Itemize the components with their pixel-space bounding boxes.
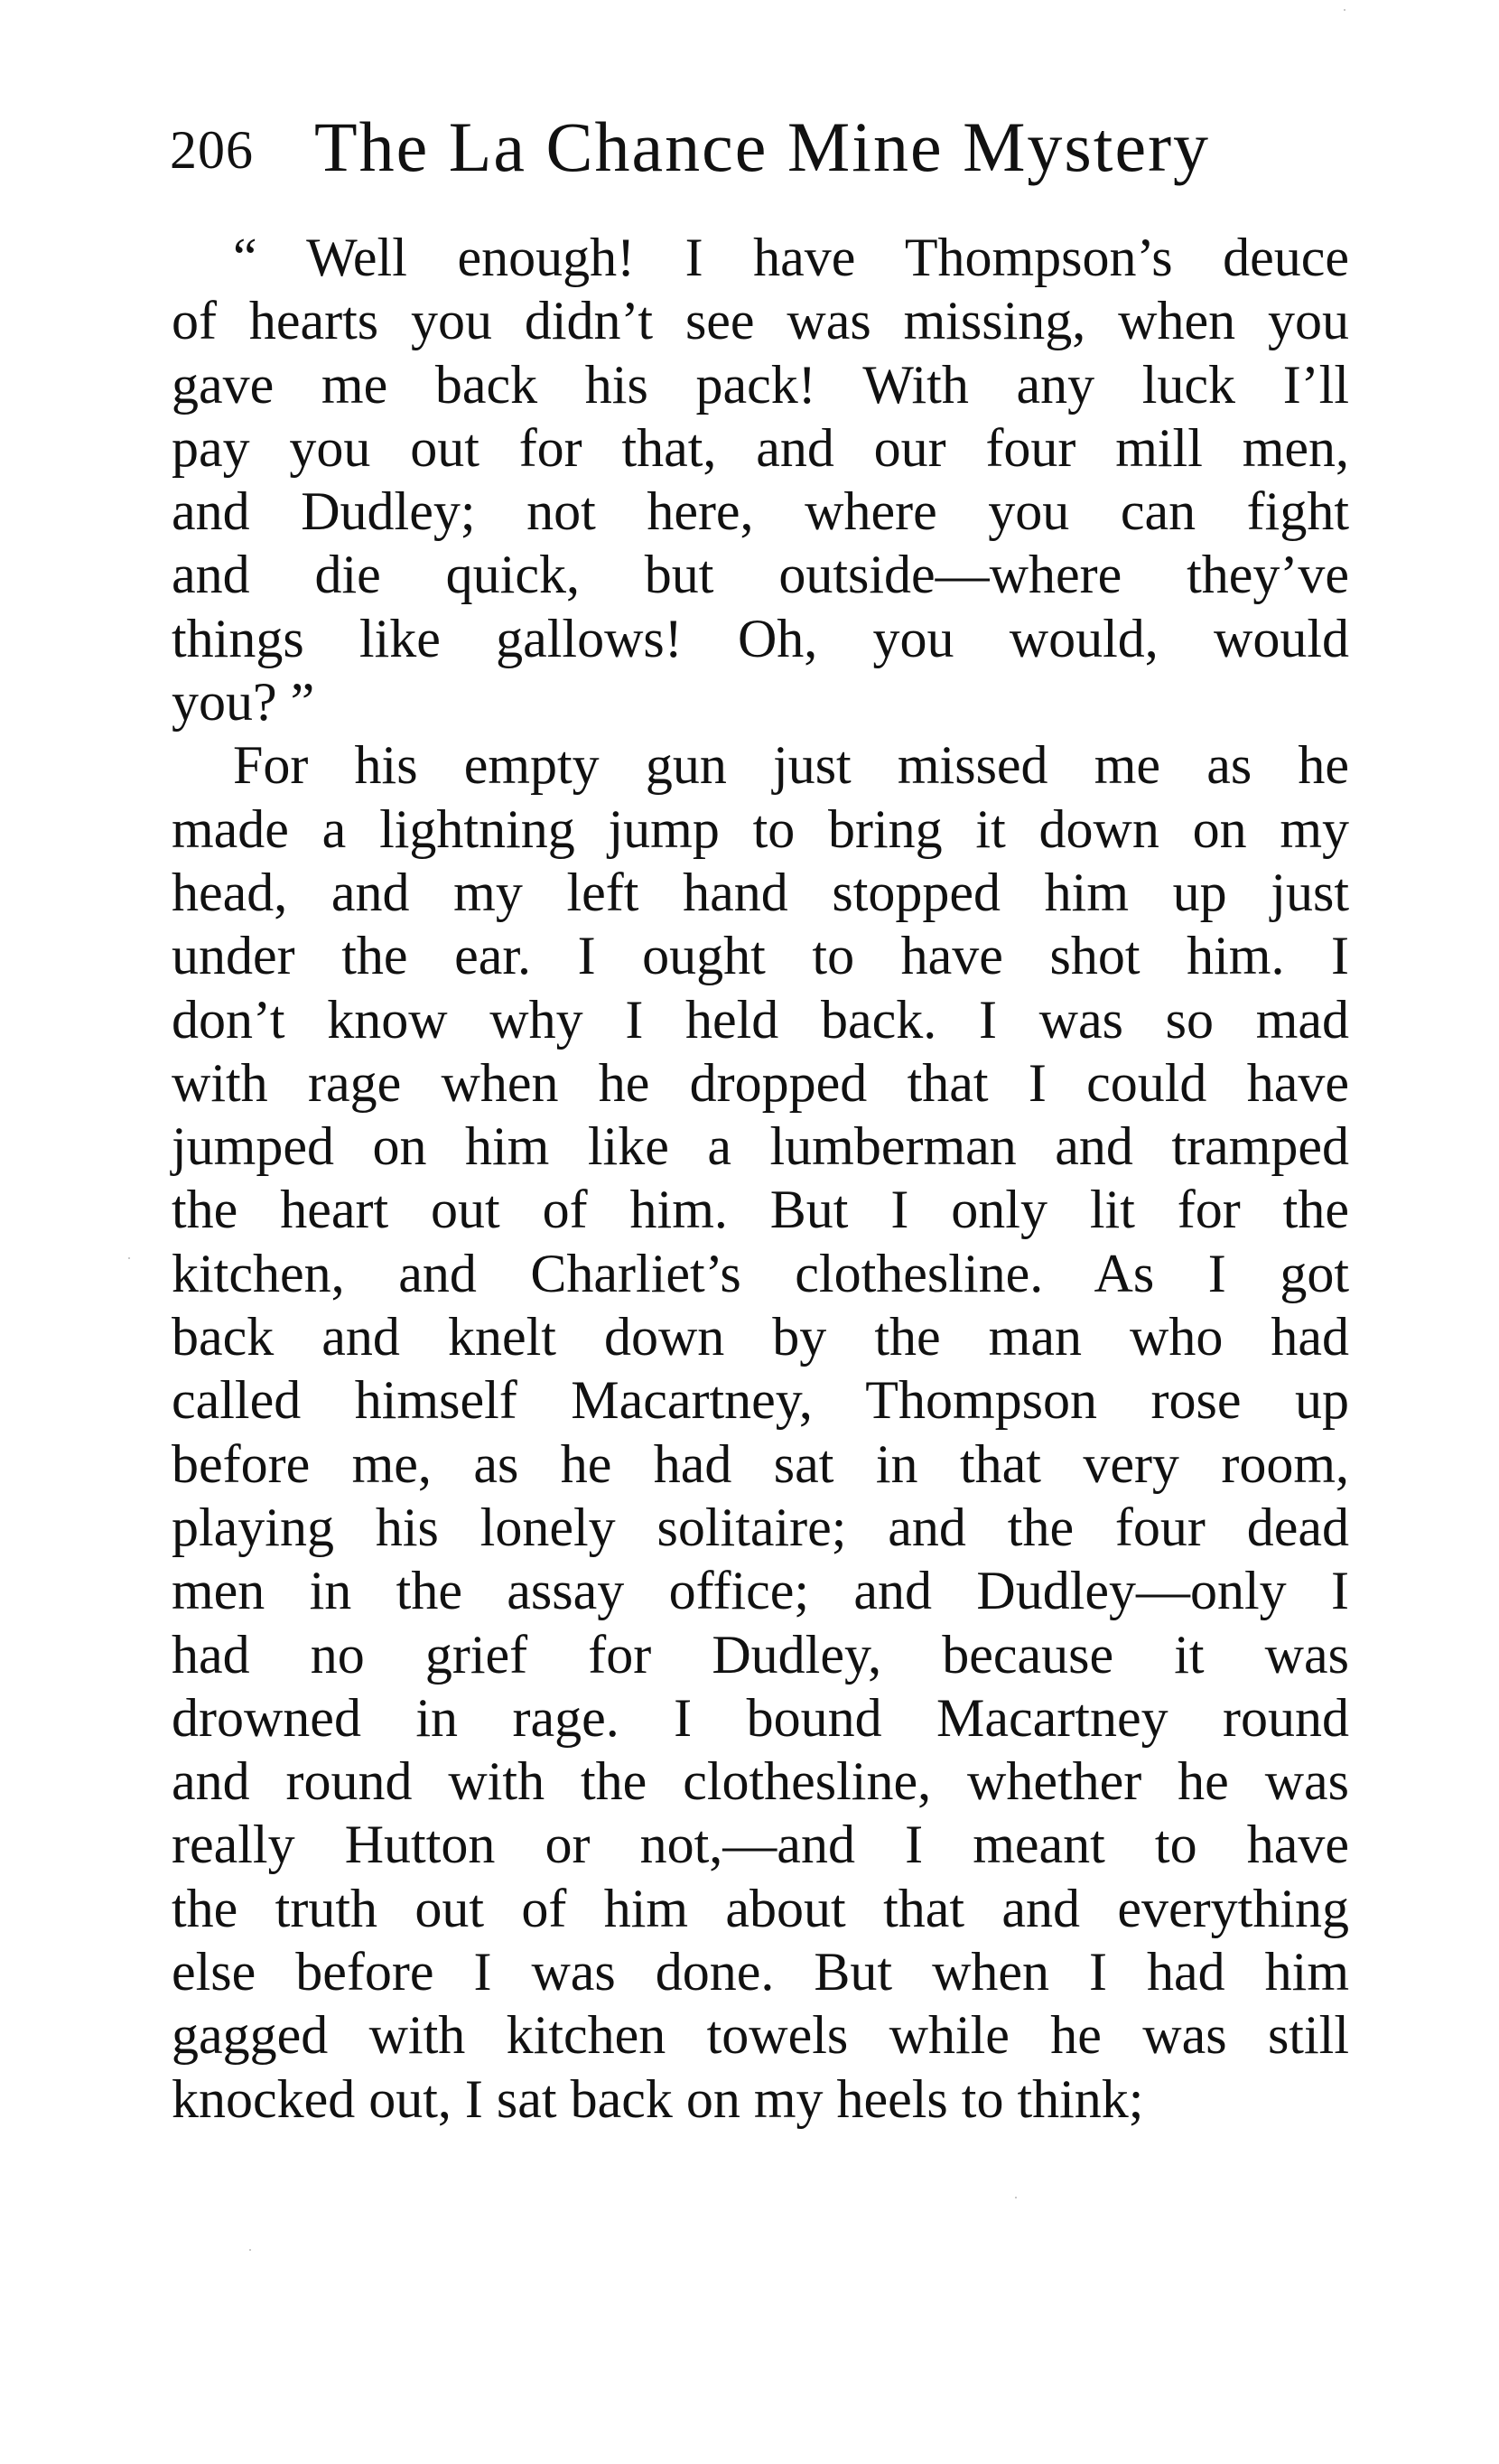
text-line: and Dudley; not here, where you can fight	[172, 481, 1349, 542]
text-line: gagged with kitchen towels while he was still	[172, 2005, 1349, 2066]
running-title: The La Chance Mine Mystery	[314, 107, 1211, 186]
text-line: the truth out of him about that and everything	[172, 1878, 1349, 1938]
text-line: under the ear. I ought to have shot him. I	[172, 926, 1349, 986]
text-line: had no grief for Dudley, because it was	[172, 1624, 1349, 1685]
paper-speck	[1344, 9, 1345, 11]
text-line: the heart out of him. But I only lit for the	[172, 1180, 1349, 1240]
text-line: made a lightning jump to bring it down on my	[172, 798, 1349, 859]
paper-speck	[1015, 2197, 1017, 2198]
text-line: drowned in rage. I bound Macartney round	[172, 1687, 1349, 1748]
text-line: else before I was done. But when I had him	[172, 1942, 1349, 2002]
text-line: head, and my left hand stopped him up just	[172, 862, 1349, 922]
text-line: For his empty gun just missed me as he	[233, 735, 1349, 796]
text-line: playing his lonely solitaire; and the four dead	[172, 1497, 1349, 1557]
text-line: back and knelt down by the man who had	[172, 1307, 1349, 1367]
page-header	[163, 107, 1355, 193]
page-number: 206	[170, 120, 254, 180]
text-line: before me, as he had sat in that very room,	[172, 1433, 1349, 1494]
text-line: “ Well enough! I have Thompson’s deuce	[233, 228, 1349, 287]
text-line: jumped on him like a lumberman and tramped	[172, 1116, 1349, 1177]
text-line: things like gallows! Oh, you would, would	[172, 608, 1349, 668]
paper-speck	[249, 2249, 251, 2251]
text-line: pay you out for that, and our four mill men,	[172, 417, 1349, 478]
text-line: knocked out, I sat back on my heels to think;	[172, 2068, 1144, 2129]
text-line: called himself Macartney, Thompson rose up	[172, 1370, 1349, 1431]
text-line: you? ”	[172, 672, 315, 733]
text-line: with rage when he dropped that I could have	[172, 1052, 1349, 1113]
paper-speck	[128, 1257, 130, 1259]
text-line: and die quick, but outside—where they’ve	[172, 545, 1349, 605]
text-line: gave me back his pack! With any luck I’ll	[172, 354, 1349, 415]
text-line: of hearts you didn’t see was missing, when you	[172, 291, 1349, 351]
text-line: men in the assay office; and Dudley—only I	[172, 1561, 1349, 1621]
text-line: don’t know why I held back. I was so mad	[172, 989, 1349, 1050]
body-text	[172, 226, 1349, 2131]
text-line: and round with the clothesline, whether he was	[172, 1751, 1349, 1812]
text-line: kitchen, and Charliet’s clothesline. As I got	[172, 1243, 1349, 1303]
text-line: really Hutton or not,—and I meant to have	[172, 1815, 1349, 1875]
